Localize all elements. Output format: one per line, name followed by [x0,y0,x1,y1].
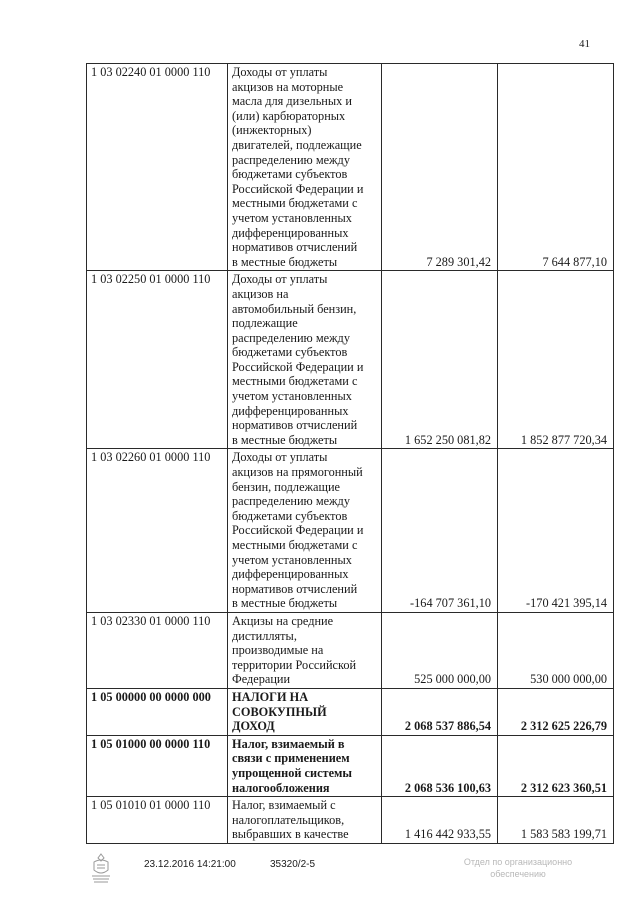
footer-faint-line: обеспечению [490,869,546,879]
row-name-line: территории Российской [232,657,357,672]
row-value2: 2 312 625 226,79 [498,688,614,735]
page-footer [0,852,640,892]
row-name [228,688,382,735]
row-name-line: Российской Федерации и [232,359,364,374]
footer-faint-stamp [448,856,588,880]
row-name-line: в местные бюджеты [232,596,338,611]
row-name-line: Российской Федерации и [232,523,364,538]
row-name-line: налогоплательщиков, [232,812,345,827]
table-row [87,271,614,449]
row-name-line: нормативов отчислений [232,581,358,596]
row-name-line: местными бюджетами с [232,374,358,389]
row-name-line: Доходы от уплаты [232,272,328,287]
table-row [87,735,614,796]
table-row [87,64,614,271]
row-name-line: местными бюджетами с [232,538,358,552]
row-name-line: двигателей, подлежащие [232,137,362,152]
row-value1: 525 000 000,00 [382,612,498,688]
row-name-line: Федерации [232,672,291,687]
table-row [87,688,614,735]
footer-faint-line: Отдел по организационно [463,857,573,867]
row-value1: 7 289 301,42 [382,64,498,271]
row-name-line: дифференцированных [232,225,349,240]
row-name-line: выбравших в качестве [232,827,349,842]
row-name-line: ДОХОД [232,719,275,734]
row-name-line: (инжекторных) [232,123,312,138]
row-name-line: налогообложения [232,780,330,795]
row-name-line: Доходы от уплаты [232,450,328,465]
row-value2: 1 583 583 199,71 [498,797,614,844]
row-name-line: упрощенной системы [232,765,353,780]
row-name-line: бензин, подлежащие [232,479,340,494]
row-name-line: Доходы от уплаты [232,65,328,79]
row-name-line: СОВОКУПНЫЙ [232,704,327,719]
row-name [228,64,382,271]
row-code: 1 05 01010 01 0000 110 [87,797,228,844]
row-name-line: дифференцированных [232,403,349,418]
row-name-line: акцизов на [232,286,289,301]
row-value2: 2 312 623 360,51 [498,735,614,796]
row-value1: 1 652 250 081,82 [382,271,498,449]
row-value1: 2 068 536 100,63 [382,735,498,796]
row-name-line: производимые на [232,643,324,658]
row-name-line: подлежащие [232,316,298,331]
row-name-line: (или) карбюраторных [232,108,346,123]
row-name-line: распределению между [232,152,350,167]
row-value2: 530 000 000,00 [498,612,614,688]
row-name-line: дистилляты, [232,628,297,643]
budget-table-body [87,64,614,844]
row-name-line: бюджетами субъектов [232,508,348,523]
row-name-line: распределению между [232,330,350,345]
row-name [228,612,382,688]
row-name-line: бюджетами субъектов [232,167,348,182]
table-row [87,797,614,844]
emblem-icon [88,852,114,886]
row-value2: 7 644 877,10 [498,64,614,271]
row-name [228,271,382,449]
row-name-line: Российской Федерации и [232,181,364,196]
row-name [228,797,382,844]
row-name-line: в местные бюджеты [232,254,338,269]
row-name-line: учетом установленных [232,210,352,225]
row-value1: 1 416 442 933,55 [382,797,498,844]
row-name-line: учетом установленных [232,552,352,567]
table-row [87,612,614,688]
row-code: 1 03 02250 01 0000 110 [87,271,228,449]
row-name-line: НАЛОГИ НА [232,689,309,704]
row-name-line: связи с применением [232,751,350,766]
row-name-line: учетом установленных [232,389,352,404]
row-name-line: нормативов отчислений [232,240,358,255]
row-name-line: дифференцированных [232,567,349,582]
row-name-line: Акцизы на средние [232,613,334,628]
row-name-line: Налог, взимаемый в [232,736,345,751]
row-name-line: нормативов отчислений [232,418,358,433]
row-value2: 1 852 877 720,34 [498,271,614,449]
row-name [228,735,382,796]
row-name-line: бюджетами субъектов [232,345,348,360]
row-name-line: распределению между [232,494,350,509]
row-code: 1 03 02240 01 0000 110 [87,64,228,271]
table-row [87,449,614,613]
footer-doc-number: 35320/2-5 [270,859,316,870]
row-name-line: местными бюджетами с [232,196,358,211]
row-code: 1 05 00000 00 0000 000 [87,688,228,735]
budget-table [86,63,614,844]
row-name-line: масла для дизельных и [232,94,352,109]
row-name-line: акцизов на прямогонный [232,465,363,480]
row-value1: 2 068 537 886,54 [382,688,498,735]
row-name-line: в местные бюджеты [232,432,338,447]
row-code: 1 03 02330 01 0000 110 [87,612,228,688]
row-name-line: акцизов на моторные [232,79,344,94]
row-name [228,449,382,613]
row-code: 1 05 01000 00 0000 110 [87,735,228,796]
row-value2: -170 421 395,14 [498,449,614,613]
row-name-line: Налог, взимаемый с [232,798,336,813]
page-number: 41 [579,38,590,50]
row-code: 1 03 02260 01 0000 110 [87,449,228,613]
footer-date: 23.12.2016 14:21:00 [144,859,236,870]
row-value1: -164 707 361,10 [382,449,498,613]
row-name-line: автомобильный бензин, [232,301,357,316]
